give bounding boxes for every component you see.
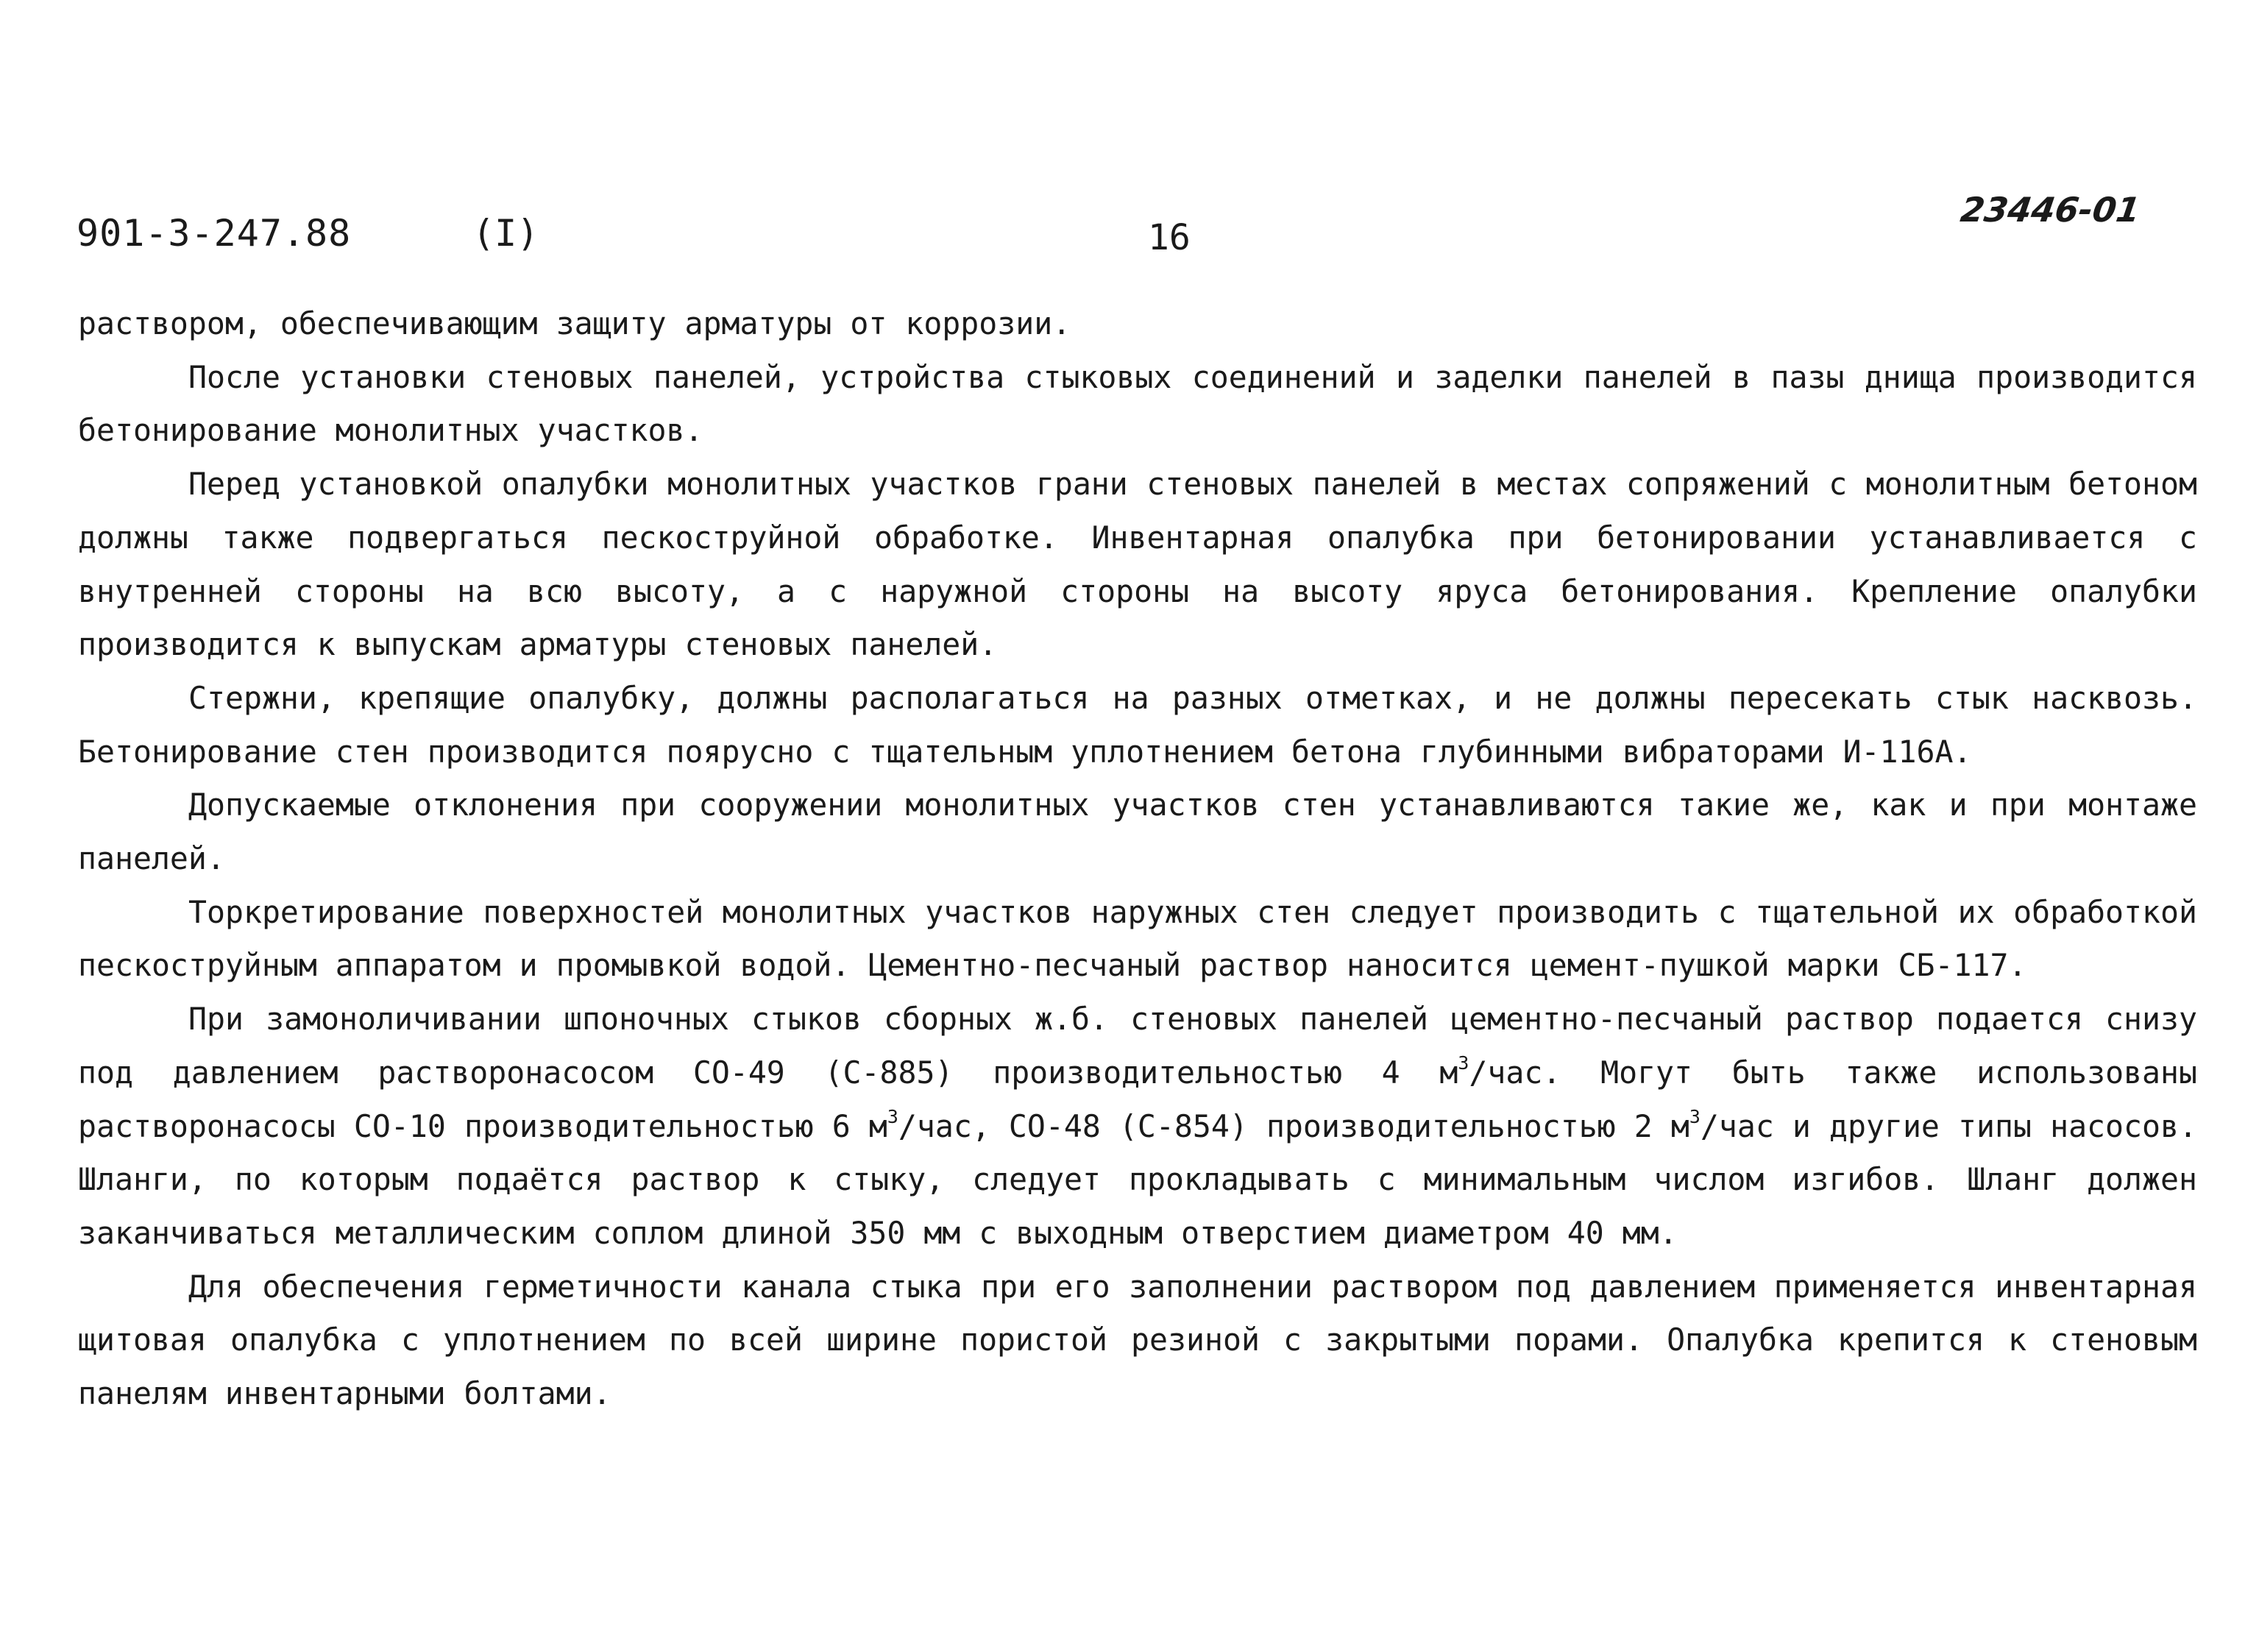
page-number: 16 [1148,217,1191,258]
grouting-text-part-4: /час и другие типы насосов. Шланги, по которым подаётся раствор к стыку, следует прокладывать с минимальным числом изгибов. Шланг должен заканчиваться металлическим соплом длиной 350 мм с выходным отверстием диаметром 40 мм. [78,1107,2197,1251]
paragraph-tolerances: Допускаемые отклонения при сооружении монолитных участков стен устанавливаются такие же, как и при монтаже панелей. [78,787,2197,877]
superscript-cubic: 3 [1689,1105,1701,1127]
grouting-text-part-2: /час. Могут быть также использованы растворонасосы СО-10 производительностью 6 м [78,1054,2197,1144]
paragraph-formwork: Перед установкой опалубки монолитных участков грани стеновых панелей в местах сопряжений с монолитным бетоном должны также подвергаться пескоструйной обработке. Инвентарная опалубка при бетонировании устанавливается с внутренней стороны на всю высоту, а с наружной стороны на высоту яруса бетонирования. Крепление опалубки производится к выпускам арматуры стеновых панелей. [78,466,2197,663]
document-header [0,0,2259,280]
paragraph-panels-installation: После установки стеновых панелей, устройства стыковых соединений и заделки панелей в пазы днища производится бетонирование монолитных участков. [78,358,2197,449]
superscript-cubic: 3 [1458,1052,1469,1074]
paragraph-continuation: раствором, обеспечивающим защиту арматуры от коррозии. [78,305,1071,341]
paragraph-grouting [78,993,2197,1261]
document-code: 901-3-247.88 [77,212,352,255]
grouting-text-part-1: При замоноличивании шпоночных стыков сборных ж.б. стеновых панелей цементно-песчаный раствор подается снизу под давлением растворонасосом СО-49 (С-885) производительностью 4 м [78,1001,2197,1091]
document-body [78,297,2197,1421]
archive-number: 23446-01 [1958,190,2143,230]
paragraph-rods: Стержни, крепящие опалубку, должны располагаться на разных отметках, и не должны пересекать стык насквозь. Бетонирование стен производится поярусно с тщательным уплотнением бетона глубинными вибраторами И-116А. [78,679,2197,770]
document-part: (I) [472,212,539,255]
paragraph-sealing: Для обеспечения герметичности канала стыка при его заполнении раствором под давлением применяется инвентарная щитовая опалубка с уплотнением по всей ширине пористой резиной с закрытыми порами. Опалубка крепится к стеновым панелям инвентарными болтами. [78,1268,2197,1412]
superscript-cubic: 3 [887,1105,898,1127]
paragraph-shotcrete: Торкретирование поверхностей монолитных участков наружных стен следует производить с тщательной их обработкой пескоструйным аппаратом и промывкой водой. Цементно-песчаный раствор наносится цемент-пушкой марки СБ-117. [78,893,2197,984]
grouting-text-part-3: /час, СО-48 (С-854) производительностью 2 м [898,1107,1689,1144]
